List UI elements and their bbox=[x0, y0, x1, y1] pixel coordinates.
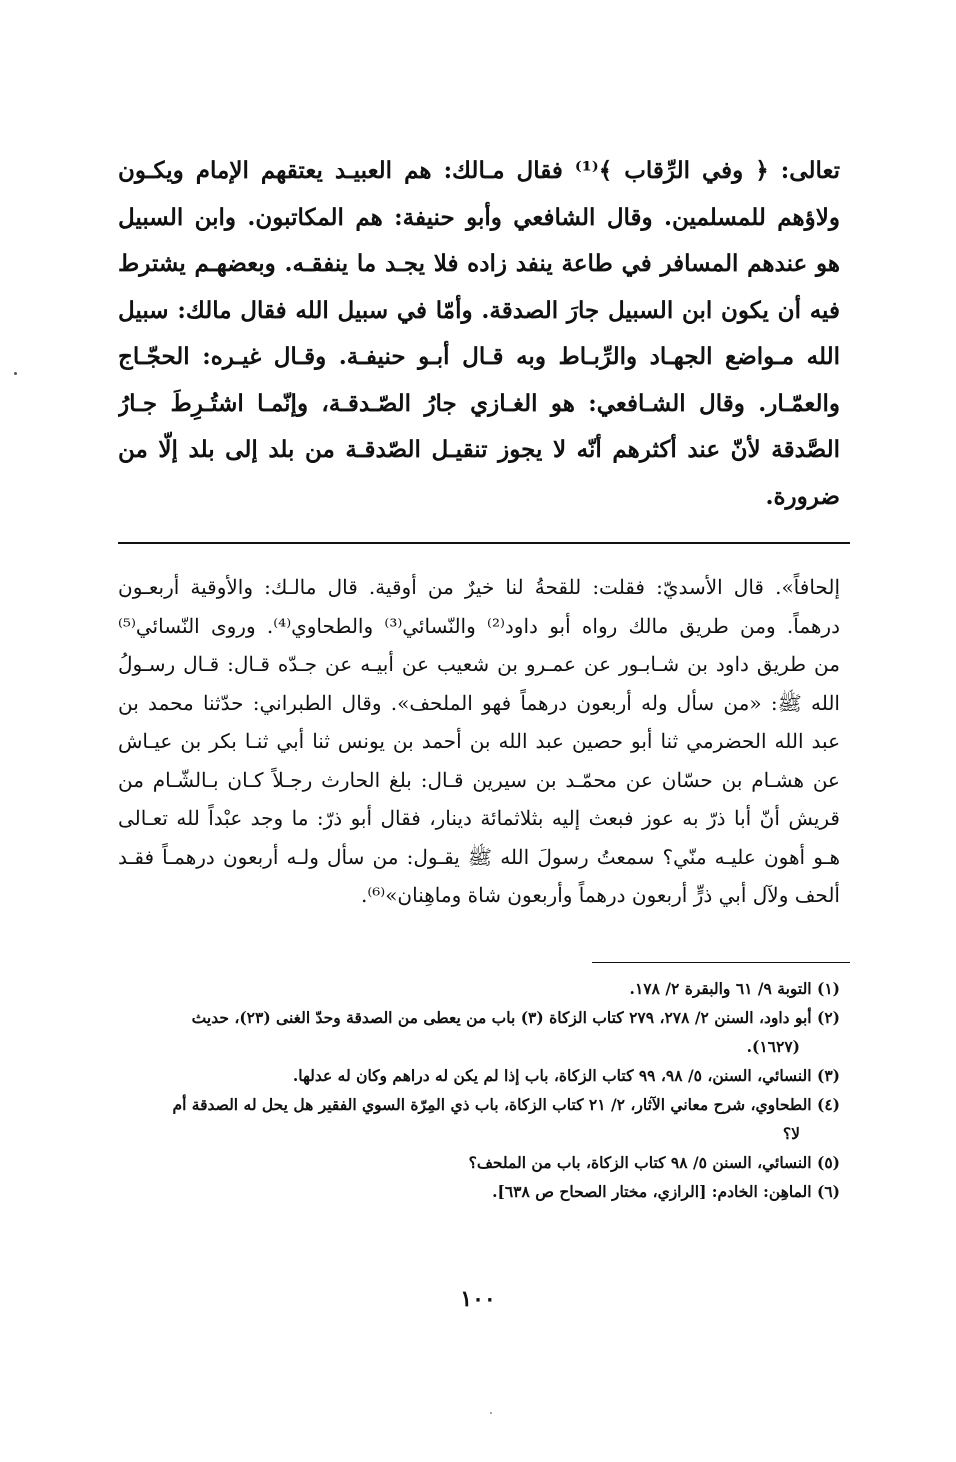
footnotes-separator-rule bbox=[592, 962, 850, 963]
footnote-item: (٦) الماهِن: الخادم: [الرازي، مختار الصحاح ص ٦٣٨]. bbox=[492, 1182, 840, 1201]
main-text-line: ولاؤهم للمسلمين. وقال الشافعي وأبو حنيفة: هم المكاتبون. وابن السبيل bbox=[118, 203, 840, 231]
footnote-item: (٤) الطحاوي، شرح معاني الآثار، ٢/ ٢١ كتاب الزكاة، باب ذي المِرّة السوي الفقير هل يحل له الصدقة أم bbox=[172, 1095, 840, 1114]
commentary-line: من طريق داود بن شـابـور عن عمـرو بن شعيب عن أبيـه عن جـدّه قـال: قـال رسـولُ bbox=[118, 652, 840, 676]
main-text-block bbox=[118, 148, 840, 520]
footnote-item: (١) التوبة ٩/ ٦١ والبقرة ٢/ ١٧٨. bbox=[629, 979, 840, 998]
footnotes-list bbox=[118, 974, 840, 1206]
scan-speck bbox=[14, 372, 17, 375]
page-number: ١٠٠ bbox=[460, 1286, 496, 1312]
commentary-line: الله ﷺ: «من سأل وله أربعون درهماً فهو الملحف». وقال الطبراني: حدّثنا محمد بن bbox=[118, 690, 840, 715]
commentary-line: عن هشـام بن حسّان عن محمّـد بن سيرين قـال: بلغ الحارث رجـلاً كـان بـالشّـام من bbox=[118, 767, 840, 792]
main-text-line: هو عندهم المسافر في طاعة ينفد زاده فلا يجـد ما ينفقـه. وبعضهـم يشترط bbox=[118, 250, 840, 277]
footnote-item: (٢) أبو داود، السنن ٢/ ٢٧٨، ٢٧٩ كتاب الزكاة (٣) باب من يعطى من الصدقة وحدّ الغنى (٢٣)، حديث bbox=[191, 1008, 840, 1027]
commentary-line: إلحافاً». قال الأسديّ: فقلت: للقحةُ لنا خيرٌ من أوقية. قال مالـك: والأوقية أربعـون bbox=[118, 575, 840, 599]
footnote-continuation: لا؟ bbox=[782, 1124, 800, 1143]
main-text-line: تعالى: ﴿ وفي الرِّقاب ﴾⁽¹⁾ فقال مـالك: هم العبيـد يعتقهم الإمام ويكـون bbox=[118, 157, 840, 184]
commentary-line: درهماً. ومن طريق مالك رواه أبو داود⁽²⁾ والنّسائي⁽³⁾ والطحاوي⁽⁴⁾. وروى النّسائي⁽⁵⁾ bbox=[118, 613, 840, 638]
scan-speck bbox=[490, 1412, 492, 1414]
footnote-item: (٣) النسائي، السنن، ٥/ ٩٨، ٩٩ كتاب الزكاة، باب إذا لم يكن له دراهم وكان له عدلها. bbox=[292, 1066, 840, 1085]
main-text-line: والعمّـار. وقال الشـافعي: هو الغـازي جارُ الصّـدقـة، وإنّمـا اشتُـرِطَ جـارُ bbox=[118, 389, 840, 417]
commentary-line: هـو أهون عليـه منّي؟ سمعتُ رسولَ الله ﷺ يقـول: من سأل ولـه أربعون درهمـاً فقـد bbox=[118, 844, 840, 869]
commentary-line: ألحف ولآل أبي ذرٍّ أربعون درهماً وأربعون شاة وماهِنان»⁽⁶⁾. bbox=[360, 883, 840, 907]
main-text-line: الله مـواضع الجهـاد والرِّبـاط وبه قـال أبـو حنيفـة. وقـال غيـره: الحجّـاج bbox=[118, 343, 840, 370]
commentary-line: قريش أنّ أبا ذرّ به عوز فبعث إليه بثلاثمائة دينار، فقال أبو ذرّ: ما وجد عبْداً لله تعـالى bbox=[118, 806, 840, 830]
main-text-line: ضرورة. bbox=[765, 482, 840, 510]
main-text-line: الصَّدقة لأنّ عند أكثرهم أنّه لا يجوز تنقيـل الصّدقـة من بلد إلى بلد إلّا من bbox=[118, 436, 840, 463]
commentary-line: عبد الله الحضرمي ثنا أبو حصين عبد الله بن أحمد بن يونس ثنا أبي ثنـا بكر بن عيـاش bbox=[118, 729, 840, 753]
commentary-block bbox=[118, 568, 840, 915]
footnote-item: (٥) النسائي، السنن ٥/ ٩٨ كتاب الزكاة، باب من الملحف؟ bbox=[468, 1153, 840, 1172]
main-text-line: فيه أن يكون ابن السبيل جارَ الصدقة. وأمّا في سبيل الله فقال مالك: سبيل bbox=[118, 296, 840, 324]
main-separator-rule bbox=[118, 542, 850, 544]
footnote-continuation: (١٦٢٧). bbox=[746, 1037, 800, 1056]
